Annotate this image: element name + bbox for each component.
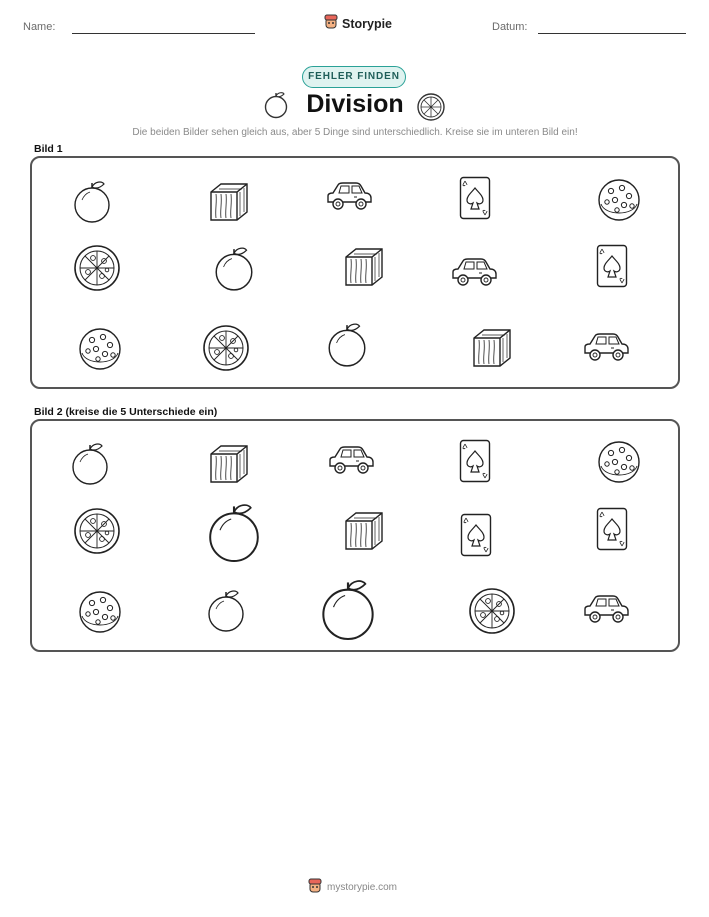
pizza-icon [417, 93, 445, 126]
cookie-icon[interactable] [597, 440, 641, 484]
picture2-label: Bild 2 (kreise die 5 Unterschiede ein) [34, 406, 218, 418]
worksheet-type-badge: FEHLER FINDEN [302, 66, 406, 88]
wooden-crate-icon [470, 326, 514, 370]
footer-site-link[interactable]: mystorypie.com [327, 882, 398, 893]
car-icon [450, 254, 498, 290]
footer [308, 878, 397, 897]
pizza-icon[interactable] [73, 507, 121, 555]
date-line [538, 33, 686, 34]
spade-card-icon[interactable] [460, 513, 492, 557]
picture1-panel [30, 156, 680, 389]
wooden-crate-icon[interactable] [207, 442, 251, 486]
brand-name: Storypie [342, 16, 393, 31]
pizza-icon [202, 324, 250, 372]
storypie-mascot-icon [324, 14, 338, 33]
orange-icon[interactable] [319, 578, 377, 642]
orange-icon [72, 180, 112, 224]
car-icon [582, 329, 630, 365]
orange-icon [70, 442, 110, 486]
wooden-crate-icon[interactable] [342, 509, 386, 553]
date-label: Datum: [492, 21, 528, 33]
pizza-icon [73, 244, 121, 292]
spade-card-icon [459, 176, 491, 220]
wooden-crate-icon [207, 180, 251, 224]
picture1-label: Bild 1 [34, 143, 63, 155]
spade-card-icon [596, 244, 628, 288]
page-title: Division [306, 90, 404, 118]
cookie-icon [597, 178, 641, 222]
spade-card-icon[interactable] [459, 439, 491, 483]
car-icon [325, 178, 373, 214]
orange-icon[interactable] [206, 589, 246, 633]
picture2-panel [30, 419, 680, 652]
car-icon[interactable] [582, 591, 630, 627]
orange-icon[interactable] [206, 502, 262, 564]
orange-icon [326, 322, 368, 368]
wooden-crate-icon [342, 245, 386, 289]
pizza-icon[interactable] [468, 587, 516, 635]
car-icon[interactable] [327, 442, 375, 478]
instructions: Die beiden Bilder sehen gleich aus, aber 5 Dinge sind unterschiedlich. Kreise sie im unteren Bild ein! [132, 127, 578, 138]
cookie-icon[interactable] [77, 590, 123, 634]
orange-icon [213, 246, 255, 292]
name-label: Name: [23, 21, 56, 33]
brand-logo [324, 14, 392, 33]
storypie-mascot-icon [308, 878, 322, 897]
spade-card-icon[interactable] [596, 507, 628, 551]
orange-icon [263, 91, 289, 124]
cookie-icon [77, 327, 123, 371]
name-line [72, 33, 255, 34]
